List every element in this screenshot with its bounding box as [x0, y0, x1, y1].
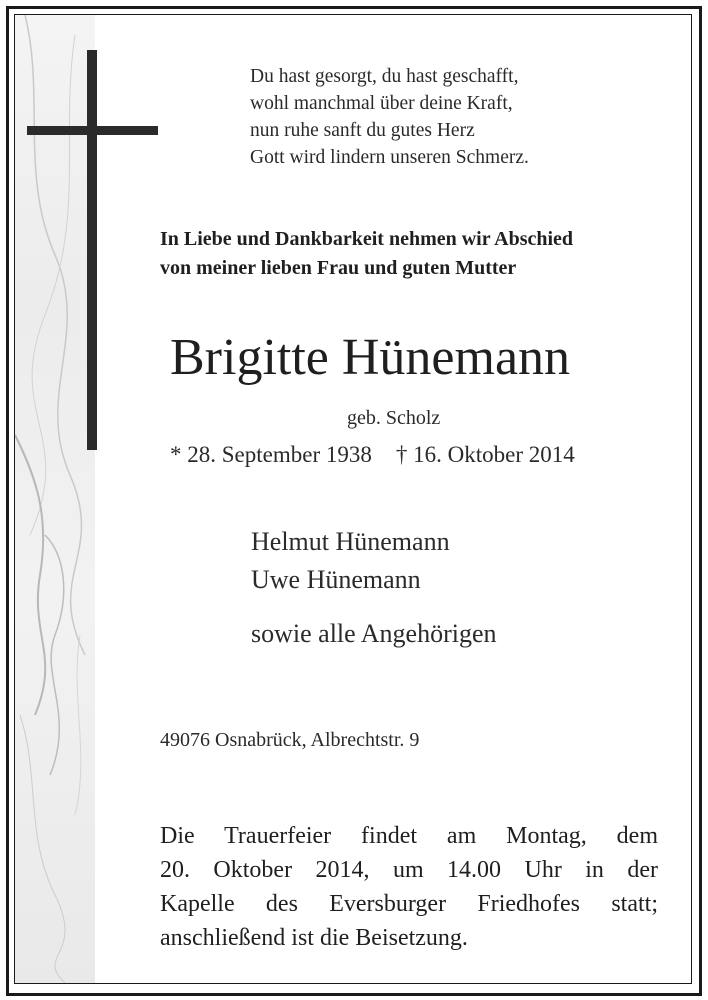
address: 49076 Osnabrück, Albrechtstr. 9 — [160, 729, 420, 751]
birth-date: * 28. September 1938 — [170, 442, 372, 467]
service-line: Kapelle des Eversburger Friedhofes statt; — [160, 891, 658, 917]
marble-strip — [15, 15, 95, 983]
service-line: anschließend ist die Beisetzung. — [160, 925, 468, 951]
farewell-intro — [160, 225, 573, 283]
birth-name: geb. Scholz — [347, 407, 441, 429]
relative-name: sowie alle Angehörigen — [251, 619, 497, 648]
marble-veins — [15, 15, 95, 983]
service-line: 20. Oktober 2014, um 14.00 Uhr in der — [160, 857, 658, 883]
poem — [250, 63, 529, 171]
service-line: Die Trauerfeier findet am Montag, dem — [160, 823, 658, 849]
death-date: † 16. Oktober 2014 — [395, 442, 575, 467]
deceased-name: Brigitte Hünemann — [170, 329, 571, 386]
poem-line: Du hast gesorgt, du hast geschafft, — [250, 66, 519, 87]
intro-line: In Liebe und Dankbarkeit nehmen wir Abschied — [160, 228, 574, 250]
poem-line: Gott wird lindern unseren Schmerz. — [250, 147, 529, 168]
cross-icon-bar — [27, 126, 158, 135]
relative-name: Uwe Hünemann — [251, 565, 421, 594]
cross-icon — [87, 50, 97, 450]
life-dates — [170, 442, 575, 468]
funeral-service-notice — [160, 819, 658, 955]
intro-line: von meiner lieben Frau und guten Mutter — [160, 257, 517, 279]
poem-line: nun ruhe sanft du gutes Herz — [250, 120, 475, 141]
relatives-list — [251, 527, 497, 649]
relative-name: Helmut Hünemann — [251, 527, 450, 556]
poem-line: wohl manchmal über deine Kraft, — [250, 93, 513, 114]
